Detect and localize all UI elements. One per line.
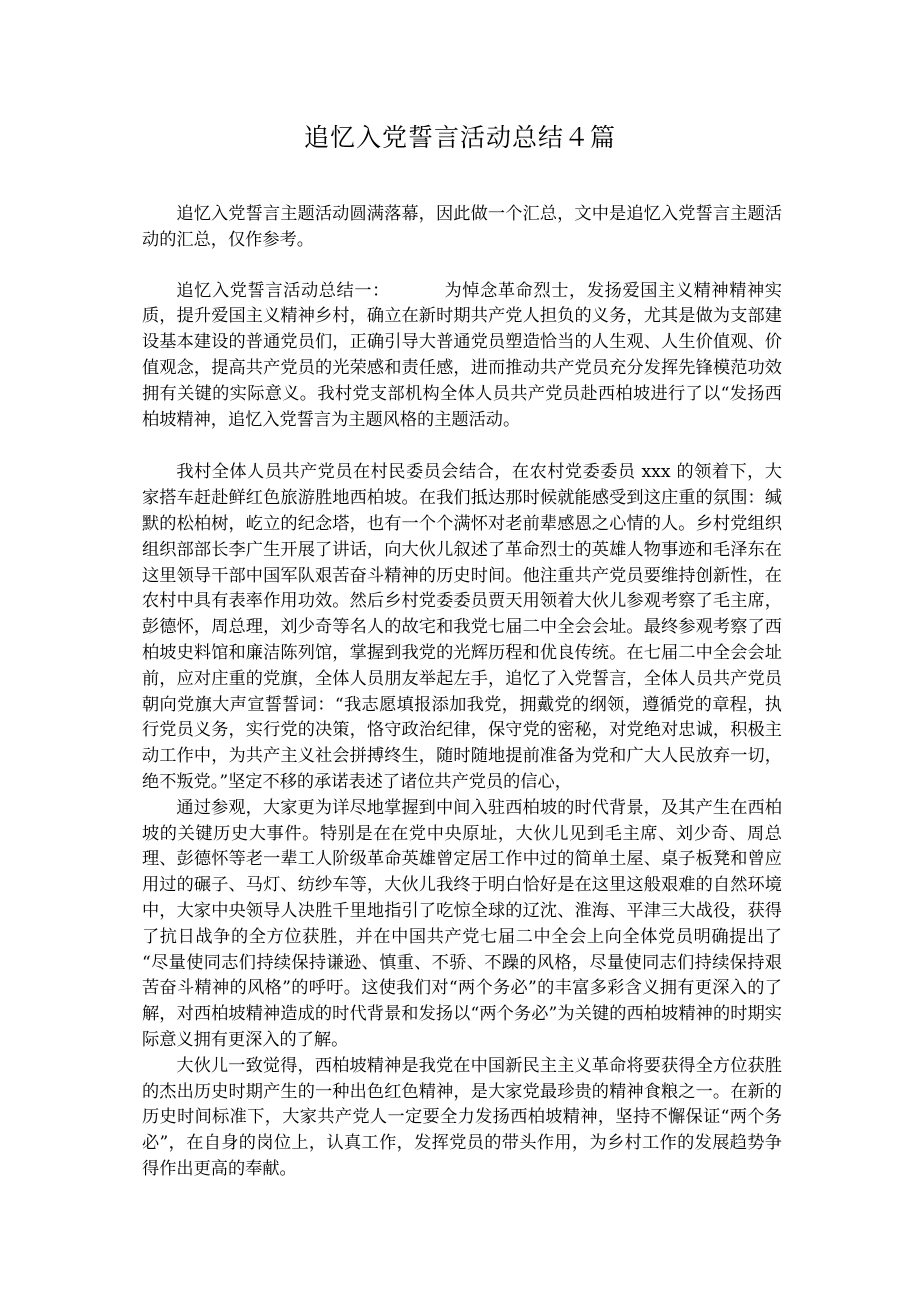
page-title: 追忆入党誓言活动总结４篇 <box>303 123 616 152</box>
intro-paragraph: 追忆入党誓言主题活动圆满落幕，因此做一个汇总，文中是追忆入党誓言主题活动的汇总，仅作参考。 <box>142 204 782 250</box>
section1-label: 追忆入党誓言活动总结一： <box>176 280 390 301</box>
section1-paragraph <box>142 279 782 434</box>
paragraph-spacer <box>142 254 782 279</box>
body-paragraph-2: 我村全体人员共产党员在村民委员会结合，在农村党委委员 xxx 的领着下，大家搭车赶赴鲜红色旅游胜地西柏坡。在我们抵达那时候就能感受到这庄重的氛围：缄默的松柏树，屹立的纪念塔，也有一个个满怀对老前辈感恩之心情的人。乡村党组织组织部部长李广生开展了讲话，向大伙儿叙述了革命烈士的英雄人物事迹和毛泽东在这里领导干部中国军队艰苦奋斗精神的历史时间。他注重共产党员要维持创新性，在农村中具有表率作用功效。然后乡村党委委员贾天用领着大伙儿参观考察了毛主席，彭德怀，周总理，刘少奇等名人的故宅和我党七届二中全会会址。最终参观考察了西柏坡史料馆和廉洁陈列馆，掌握到我党的光辉历程和优良传统。在七届二中全会会址前，应对庄重的党旗，全体人员朋友举起左手，追忆了入党誓言，全体人员共产党员朝向党旗大声宣誓誓词：“我志愿填报添加我党，拥戴党的纲领，遵循党的章程，执行党员义务，实行党的决策，恪守政治纪律，保守党的密秘，对党绝对忠诚，积极主动工作中，为共产主义社会拼搏终生，随时随地提前准备为党和广大人民放弃一切，绝不叛党。”坚定不移的承诺表述了诸位共产党员的信心， <box>142 462 782 792</box>
body-paragraph-3: 通过参观，大家更为详尽地掌握到中间入驻西柏坡的时代背景，及其产生在西柏坡的关键历史大事件。特别是在在党中央原址，大伙儿见到毛主席、刘少奇、周总理、彭德怀等老一辈工人阶级革命英雄曾定居工作中过的简单土屋、桌子板凳和曾应用过的碾子、马灯、纺纱车等，大伙儿我终于明白恰好是在这里这般艰难的自然环境中，大家中央领导人决胜千里地指引了吃惊全球的辽沈、淮海、平津三大战役，获得了抗日战争的全方位获胜，并在中国共产党七届二中全会上向全体党员明确提出了 “尽量使同志们持续保持谦逊、慎重、不骄、不躁的风格，尽量使同志们持续保持艰苦奋斗精神的风格”的呼吁。这使我们对“两个务必”的丰富多彩含义拥有更深入的了解，对西柏坡精神造成的时代背景和发扬以“两个务必”为关键的西柏坡精神的时期实际意义拥有更深入的了解。 <box>142 797 782 1050</box>
paragraph-spacer <box>142 433 782 460</box>
body-paragraph-4: 大伙儿一致觉得，西柏坡精神是我党在中国新民主主义革命将要获得全方位获胜的杰出历史时期产生的一种出色红色精神，是大家党最珍贵的精神食粮之一。在新的历史时间标准下，大家共产党人一定要全力发扬西柏坡精神，坚持不懈保证“两个务必”，在自身的岗位上，认真工作，发挥党员的带头作用，为乡村工作的发展趋势争得作出更高的奉献。 <box>142 1055 782 1179</box>
document-body <box>142 202 782 1183</box>
section1-text: 为悼念革命烈士，发扬爱国主义精神精神实质，提升爱国主义精神乡村，确立在新时期共产党人担负的义务，尤其是做为支部建设基本建设的普通党员们，正确引导大普通党员塑造恰当的人生观、人生价值观、价值观念，提高共产党员的光荣感和责任感，进而推动共产党员充分发挥先锋模范功效拥有关键的实际意义。我村党支部机构全体人员共产党员赴西柏坡进行了以“发扬西柏坡精神，追忆入党誓言为主题风格的主题活动。 <box>142 280 782 430</box>
